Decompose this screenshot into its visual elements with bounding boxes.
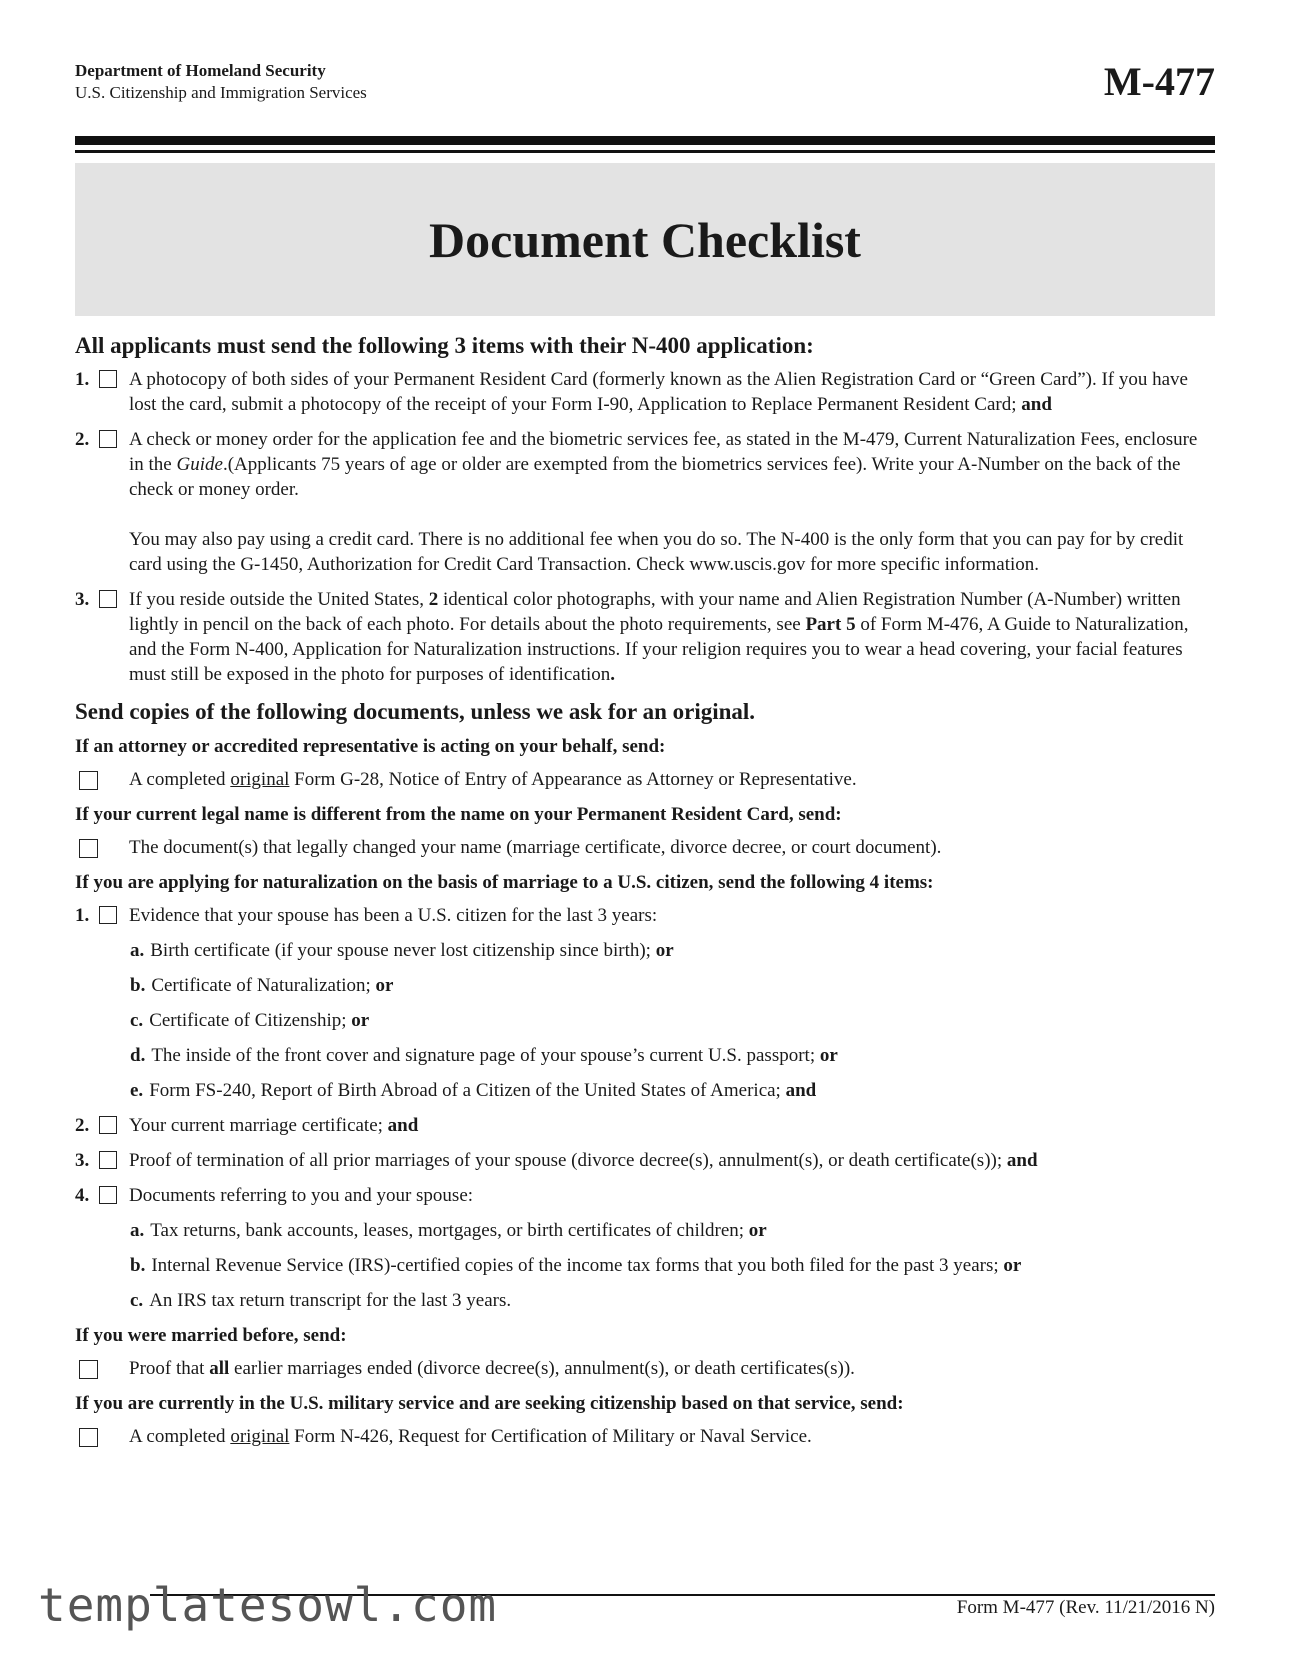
marriage-item-1 [75,903,1215,928]
checklist-item-name-change [75,835,1215,860]
title-bar [75,163,1215,316]
item-number: 3. [75,1150,90,1171]
sub-conjunction: or [1003,1255,1022,1276]
sub-text: An IRS tax return transcript for the last 3 years. [149,1290,512,1311]
item-text: A photocopy of both sides of your Permanent Resident Card (formerly known as the Alien Registration Card or “Green Card”). If you have lost the card, submit a photocopy of the receipt of your Form I-90, Application to Replace Permanent Resident Card; [129,369,1188,415]
checklist-item-1 [75,367,1215,417]
page-title: Document Checklist [429,211,861,268]
item-number: 3. [75,589,90,610]
sub-text: The inside of the front cover and signature page of your spouse’s current U.S. passport; [151,1045,816,1066]
item-conjunction: and [1006,1150,1038,1171]
original-underlined: original [230,769,290,790]
item-text-cont: identical color photographs, with your name and Alien Registration Number (A-Number) written lightly in pencil on the back of each photo. For details about the photo requirements, see [129,589,1181,635]
item-text: If you reside outside the United States, [129,589,424,610]
sub-item [75,938,1215,963]
marriage-item-4 [75,1183,1215,1208]
sub-letter: c. [130,1290,144,1311]
agency-name: Department of Homeland Security [75,61,326,80]
sub-conjunction: or [748,1220,767,1241]
header-rule-thin [75,150,1215,153]
part-reference: Part 5 [805,614,856,635]
watermark: templatesowl.com [38,1578,498,1632]
checklist-item-prior-marriages [75,1356,1215,1381]
sub-text: Certificate of Naturalization; [151,975,371,996]
item-text-cont: .(Applicants 75 years of age or older are exempted from the biometrics services fee). Write your A-Number on the back of the check or money order. [129,454,1181,500]
marriage-item-3 [75,1148,1215,1173]
sub-letter: b. [130,975,146,996]
checklist-content [75,331,1215,1459]
form-number: M-477 [1103,59,1215,104]
item-number: 1. [75,905,90,926]
item-text: A completed [129,1426,226,1447]
item-text: Documents referring to you and your spouse: [129,1185,474,1206]
item-number: 4. [75,1185,90,1206]
header-rule-thick [75,136,1215,145]
sub-text: Internal Revenue Service (IRS)-certified copies of the income tax forms that you both filed for the past 3 years; [151,1255,999,1276]
sub-letter: c. [130,1010,144,1031]
sub-item [75,1043,1215,1068]
item-text: Evidence that your spouse has been a U.S. citizen for the last 3 years: [129,905,658,926]
item-text: Proof that [129,1358,205,1379]
sub-text: Form FS-240, Report of Birth Abroad of a Citizen of the United States of America; [149,1080,781,1101]
checkbox[interactable] [79,1360,98,1379]
section-copies-heading: Send copies of the following documents, unless we ask for an original. [75,699,756,724]
sub-conjunction: or [819,1045,838,1066]
item-number: 2. [75,1115,90,1136]
marriage-item-2 [75,1113,1215,1138]
original-underlined: original [230,1426,290,1447]
item-number: 2. [75,429,90,450]
all-emphasis: all [209,1358,230,1379]
sub-letter: b. [130,1255,146,1276]
checkbox[interactable] [99,906,117,924]
item-conjunction: and [387,1115,419,1136]
military-heading: If you are currently in the U.S. military service and are seeking citizenship based on that service, send: [75,1393,904,1414]
item-text-cont: Form N-426, Request for Certification of Military or Naval Service. [294,1426,812,1447]
sub-conjunction: or [375,975,394,996]
photo-count: 2 [428,589,439,610]
sub-item [75,973,1215,998]
item-period: . [610,664,616,685]
sub-conjunction: and [785,1080,817,1101]
item-number: 1. [75,369,90,390]
sub-text: Birth certificate (if your spouse never lost citizenship since birth); [150,940,651,961]
checkbox[interactable] [99,1116,117,1134]
guide-title: Guide [176,454,223,475]
item-text: A check or money order for the application fee and the biometric services fee, as stated in the M-479, Current Naturalization Fees, enclosure in the [129,429,1198,475]
sub-item [75,1078,1215,1103]
sub-item [75,1288,1215,1313]
checklist-item-g28 [75,767,1215,792]
sub-item [75,1008,1215,1033]
sub-item [75,1253,1215,1278]
sub-conjunction: or [655,940,674,961]
checkbox[interactable] [99,590,117,608]
sub-letter: d. [130,1045,146,1066]
marriage-heading: If you are applying for naturalization on the basis of marriage to a U.S. citizen, send the following 4 items: [75,872,934,893]
sub-letter: a. [130,1220,145,1241]
subagency-name: U.S. Citizenship and Immigration Services [75,83,367,102]
item-text-end: of Form M-476, A Guide to Naturalization, and the Form N-400, Application for Naturalization instructions. If your religion requires you to wear a head covering, your facial features must still be exposed in the photo for purposes of identification [129,614,1189,685]
sub-item [75,1218,1215,1243]
attorney-heading: If an attorney or accredited representative is acting on your behalf, send: [75,736,666,757]
name-change-heading: If your current legal name is different from the name on your Permanent Resident Card, send: [75,804,842,825]
sub-conjunction: or [351,1010,370,1031]
checklist-item-3 [75,587,1215,687]
item-conjunction: and [1021,394,1052,415]
checkbox[interactable] [99,430,117,448]
form-revision: Form M-477 (Rev. 11/21/2016 N) [956,1597,1215,1618]
item-text: Proof of termination of all prior marriages of your spouse (divorce decree(s), annulment(s), or death certificate(s)); [129,1150,1003,1171]
checkbox[interactable] [99,1186,117,1204]
checklist-item-n426 [75,1424,1215,1449]
checkbox[interactable] [79,771,98,790]
married-before-heading: If you were married before, send: [75,1325,347,1346]
item-text: A completed [129,769,226,790]
item-text-cont: earlier marriages ended (divorce decree(s), annulment(s), or death certificates(s)). [234,1358,855,1379]
sub-text: Tax returns, bank accounts, leases, mortgages, or birth certificates of children; [150,1220,745,1241]
sub-letter: a. [130,940,145,961]
item-text: Your current marriage certificate; [129,1115,383,1136]
item-text: The document(s) that legally changed your name (marriage certificate, divorce decree, or court document). [129,837,942,858]
section-all-applicants-heading: All applicants must send the following 3 items with their N-400 application: [75,333,814,358]
checkbox[interactable] [79,1428,98,1447]
header [75,60,367,104]
sub-letter: e. [130,1080,144,1101]
checklist-item-2 [75,427,1215,577]
item-text-cont: Form G-28, Notice of Entry of Appearance as Attorney or Representative. [294,769,857,790]
checkbox[interactable] [99,370,117,388]
checkbox[interactable] [79,839,98,858]
checkbox[interactable] [99,1151,117,1169]
credit-card-paragraph: You may also pay using a credit card. There is no additional fee when you do so. The N-400 is the only form that you can pay for by credit card using the G-1450, Authorization for Credit Card Transaction. Check www.uscis.gov for more specific information. [129,529,1184,575]
sub-text: Certificate of Citizenship; [149,1010,347,1031]
